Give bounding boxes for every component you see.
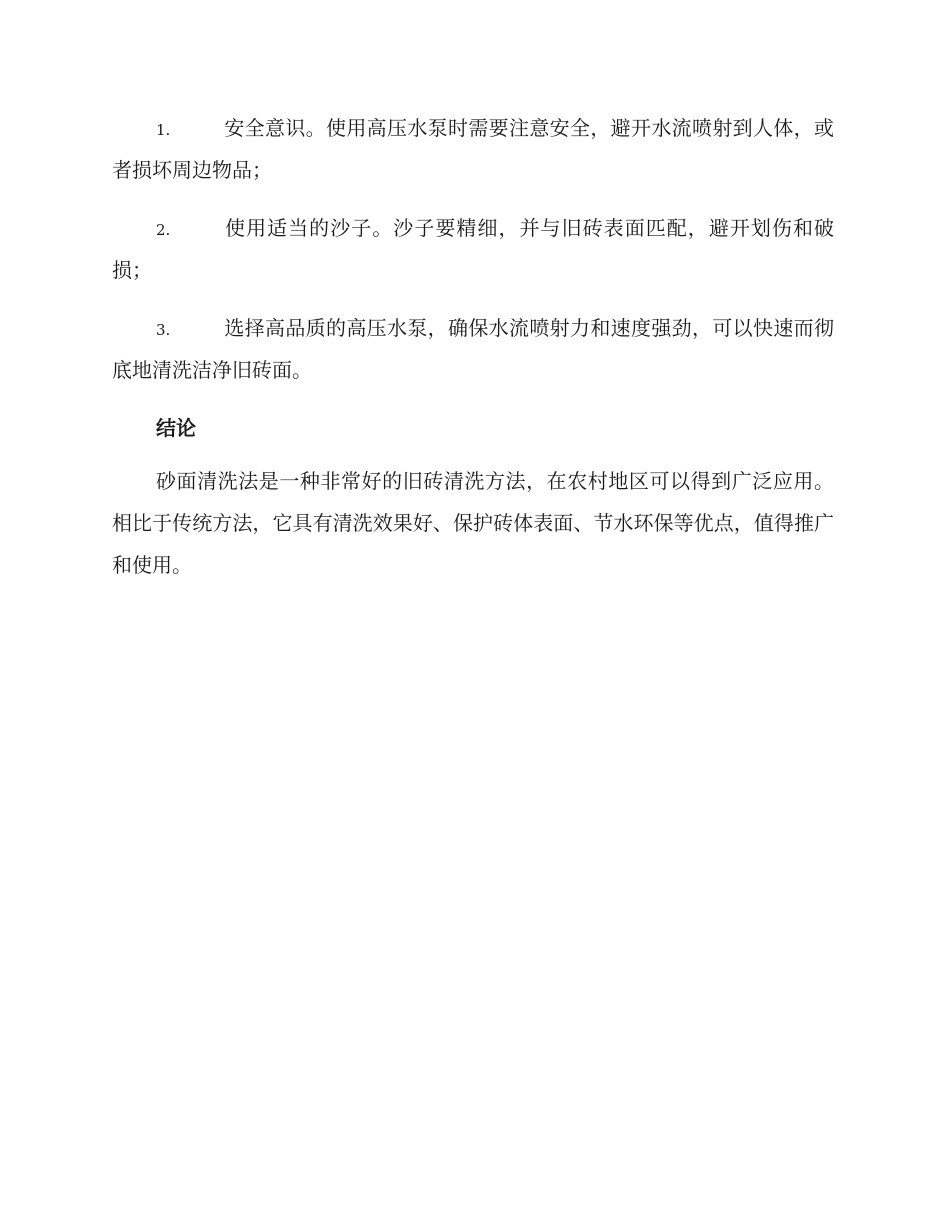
list-item-text: 安全意识。使用高压水泵时需要注意安全，避开水流喷射到人体，或者损坏周边物品； bbox=[112, 116, 834, 182]
list-item bbox=[112, 208, 834, 290]
list-item-text: 选择高品质的高压水泵，确保水流喷射力和速度强劲，可以快速而彻底地清洗洁净旧砖面。 bbox=[112, 316, 834, 382]
conclusion-paragraph: 砂面清洗法是一种非常好的旧砖清洗方法，在农村地区可以得到广泛应用。相比于传统方法，它具有清洗效果好、保护砖体表面、节水环保等优点，值得推广和使用。 bbox=[112, 469, 834, 577]
conclusion-heading: 结论 bbox=[156, 416, 196, 440]
list-item-text: 使用适当的沙子。沙子要精细，并与旧砖表面匹配，避开划伤和破损； bbox=[112, 216, 834, 282]
list-item-number: 3. bbox=[156, 321, 171, 339]
list-item-number: 1. bbox=[156, 121, 171, 139]
list-item-number: 2. bbox=[156, 221, 171, 239]
list-item bbox=[112, 308, 834, 390]
document-content bbox=[112, 108, 834, 586]
list-item bbox=[112, 108, 834, 190]
